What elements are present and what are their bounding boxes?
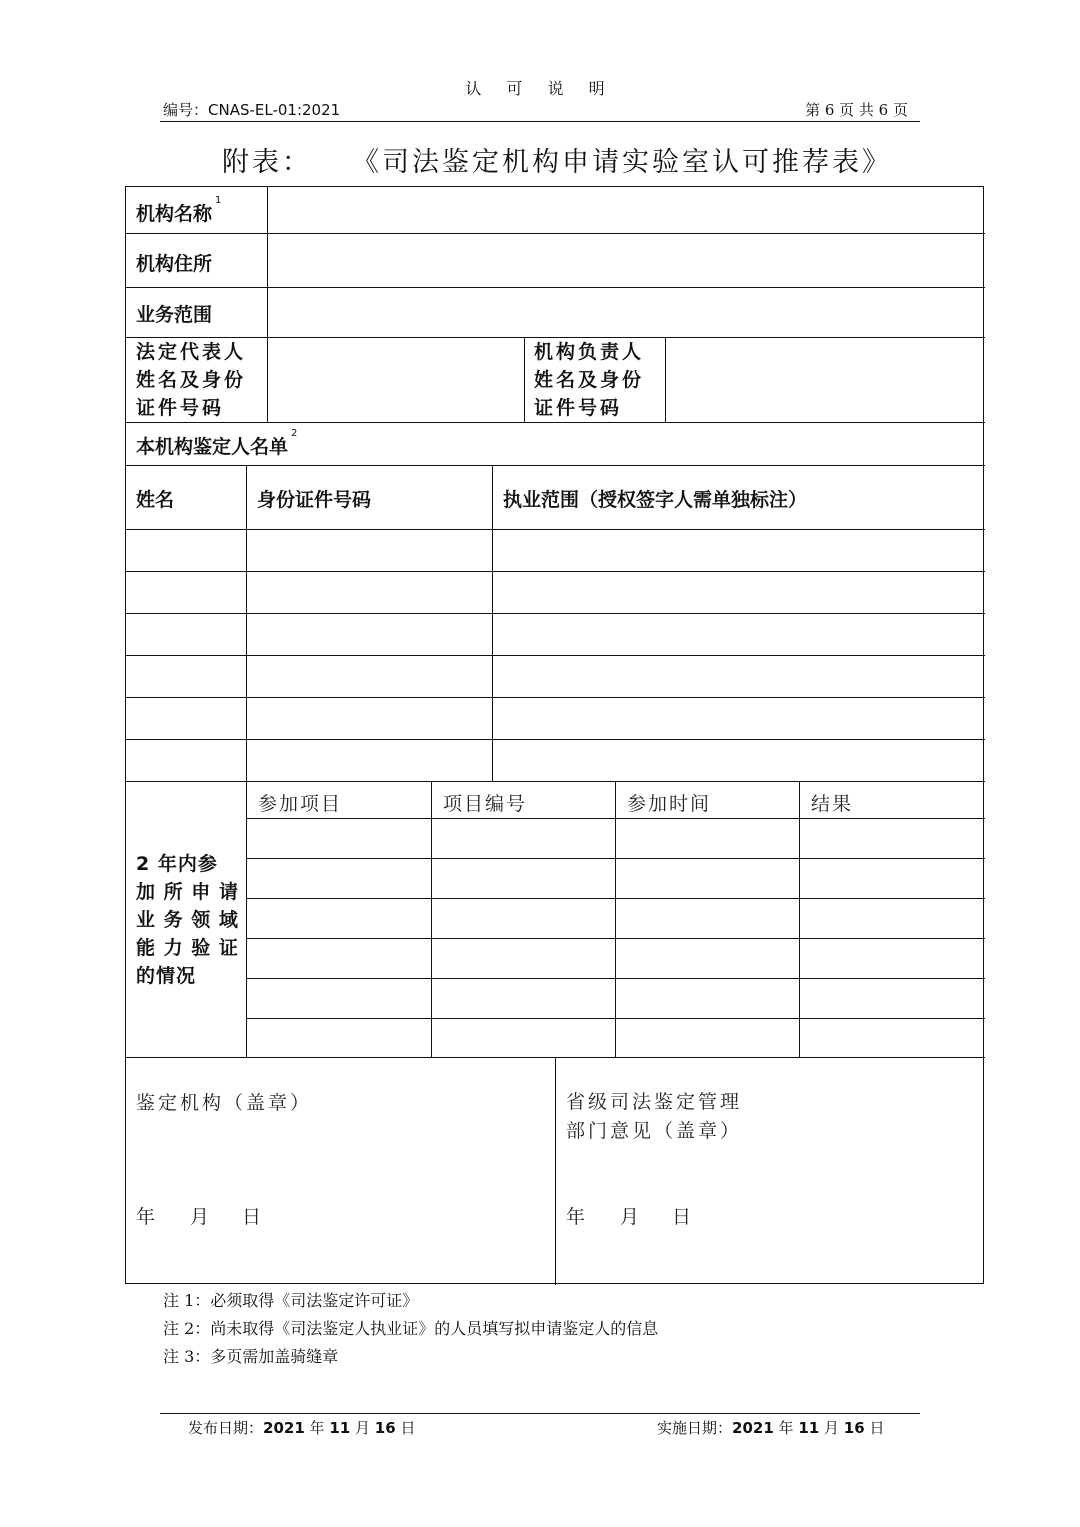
footnote-ref: 2 [291,428,298,439]
day-label: 日 [242,1206,265,1228]
year-label: 年 [136,1206,159,1228]
label-line: 姓名及身份 [136,369,247,391]
row-divider [126,422,985,423]
column-divider [799,781,800,1057]
month-char: 月 [355,1419,371,1437]
impl-month: 11 [798,1419,820,1437]
column-divider [431,781,432,1057]
appraisal-org-seal-label: 鉴定机构（盖章） [136,1092,313,1114]
note-1: 注 1：必须取得《司法鉴定许可证》 [163,1291,419,1310]
form-title [222,140,892,179]
issue-date [188,1417,415,1438]
year-char: 年 [778,1419,794,1437]
column-divider [524,337,525,422]
date-left [136,1202,264,1229]
month-char: 月 [824,1419,840,1437]
document-number: 编号：CNAS-EL-01:2021 [163,101,341,119]
day-label: 日 [672,1206,695,1228]
issue-date-label: 发布日期： [188,1419,264,1437]
column-divider [555,1057,556,1285]
label-line: 的情况 [136,965,197,987]
column-header-name: 姓名 [136,489,175,511]
pt-column-item: 参加项目 [258,793,343,815]
label-line: 能 力 验 证 [136,937,239,959]
org-head-label [534,338,644,422]
recommendation-form [125,186,984,1284]
row-divider [126,287,985,288]
date-right [566,1202,694,1229]
row-divider [126,739,985,740]
label-line: 部门意见（盖章） [566,1120,743,1142]
column-header-practice-scope: 执业范围（授权签字人需单独标注） [503,489,808,511]
pt-column-item-number: 项目编号 [443,793,528,815]
title-name: 《司法鉴定机构申请实验室认可推荐表》 [352,147,892,178]
row-divider [126,613,985,614]
year-label: 年 [566,1206,589,1228]
pt-column-time: 参加时间 [627,793,712,815]
label-line: 姓名及身份 [534,369,645,391]
year-char: 年 [309,1419,325,1437]
appraiser-list-text: 本机构鉴定人名单 [136,436,289,458]
proficiency-testing-label [136,850,239,990]
row-divider [126,465,985,466]
column-divider [492,465,493,781]
issue-month: 11 [329,1419,351,1437]
label-line: 证件号码 [136,397,225,419]
day-char: 日 [400,1419,416,1437]
issue-day: 16 [374,1419,396,1437]
day-char: 日 [869,1419,885,1437]
row-divider [126,781,985,782]
column-divider [246,465,247,1057]
column-divider [615,781,616,1057]
row-divider [126,655,985,656]
footer-divider [160,1413,920,1414]
label-line: 机构负责人 [534,341,645,363]
provincial-dept-opinion-label [566,1088,742,1146]
title-prefix: 附表： [222,147,312,178]
month-label: 月 [190,1206,213,1228]
header-divider [160,121,920,122]
legal-representative-label [136,338,246,422]
row-divider [126,571,985,572]
month-label: 月 [620,1206,643,1228]
row-divider [126,233,985,234]
label-line: 证件号码 [534,397,623,419]
issue-year: 2021 [263,1419,305,1437]
org-address-label: 机构住所 [136,253,213,275]
note-3: 注 3：多页需加盖骑缝章 [163,1347,339,1366]
row-divider [126,697,985,698]
header-title: 认 可 说 明 [465,79,615,98]
appraiser-list-label [136,428,298,459]
note-2: 注 2：尚未取得《司法鉴定人执业证》的人员填写拟申请鉴定人的信息 [163,1319,659,1338]
implementation-date [657,1417,884,1438]
org-name-label [136,195,222,226]
page-number: 第 6 页 共 6 页 [805,101,908,119]
label-line: 加 所 申 请 [136,881,239,903]
pt-column-result: 结果 [811,793,854,815]
impl-day: 16 [843,1419,865,1437]
column-divider [267,187,268,422]
footnote-ref: 1 [215,195,222,206]
label-line: 业 务 领 域 [136,909,239,931]
label-line: 2 年内参 [136,853,218,875]
label-line: 法定代表人 [136,341,247,363]
row-divider [126,529,985,530]
impl-date-label: 实施日期： [657,1419,733,1437]
column-header-id-number: 身份证件号码 [257,489,372,511]
column-divider [665,337,666,422]
business-scope-label: 业务范围 [136,304,213,326]
label-line: 省级司法鉴定管理 [566,1091,743,1113]
impl-year: 2021 [732,1419,774,1437]
org-name-text: 机构名称 [136,203,213,225]
